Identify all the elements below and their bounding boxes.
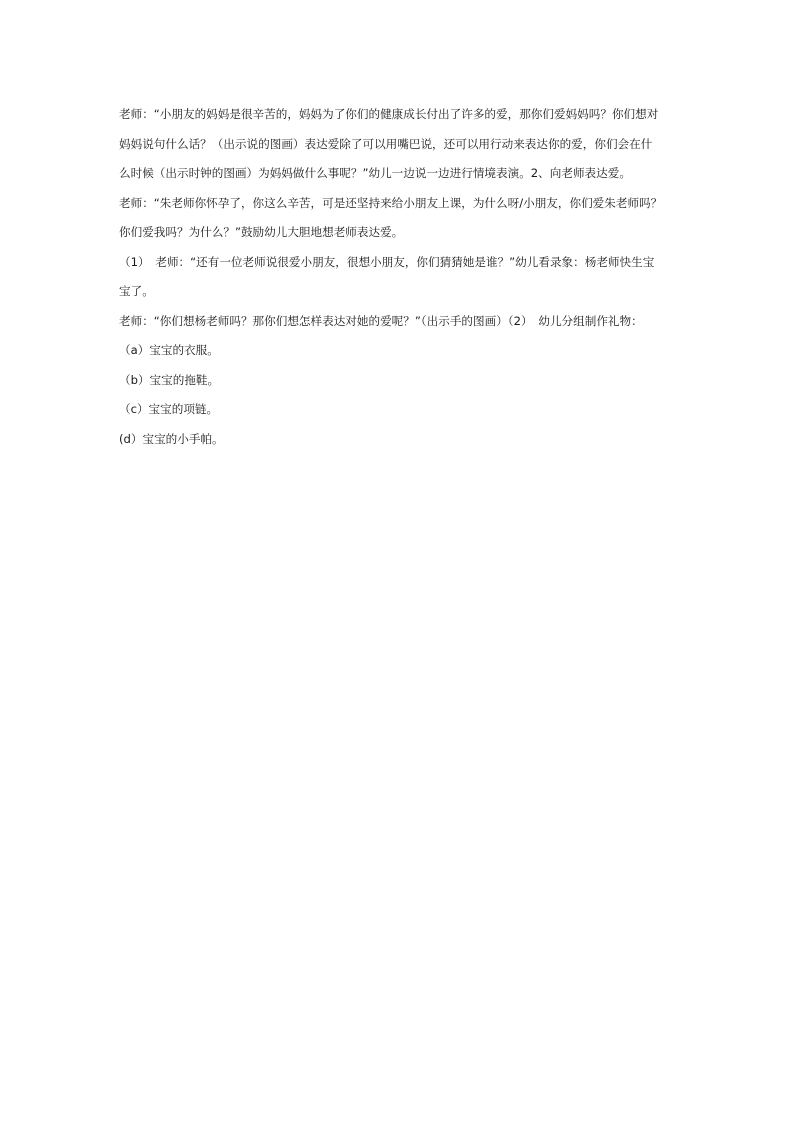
paragraph-line: 老师：“朱老师你怀孕了，你这么辛苦，可是还坚持来给小朋友上课，为什么呀/小朋友，你们爱朱老师吗？ xyxy=(119,195,663,210)
list-item: （c）宝宝的项链。 xyxy=(119,402,219,416)
document-body xyxy=(119,100,679,454)
list-item: （a）宝宝的衣服。 xyxy=(119,343,219,357)
list-item: （b）宝宝的拖鞋。 xyxy=(119,372,220,387)
paragraph-line: 妈妈说句什么话？（出示说的图画）表达爱除了可以用嘴巴说，还可以用行动来表达你的爱，你们会在什 xyxy=(119,136,653,151)
list-item: (d）宝宝的小手帕。 xyxy=(119,431,224,446)
paragraph-line: 宝了。 xyxy=(119,284,154,298)
paragraph-line: 你们爱我吗？为什么？”鼓励幼儿大胆地想老师表达爱。 xyxy=(119,225,404,239)
paragraph-line: 么时候（出示时钟的图画）为妈妈做什么事呢？”幼儿一边说一边进行情境表演。2、向老师表达爱。 xyxy=(119,166,631,180)
paragraph-line: 老师：“小朋友的妈妈是很辛苦的，妈妈为了你们的健康成长付出了许多的爱，那你们爱妈妈吗？你们想对 xyxy=(119,107,659,121)
paragraph-line: 老师：“你们想杨老师吗？那你们想怎样表达对她的爱呢？”（出示手的图画）（2） 幼儿分组制作礼物： xyxy=(119,313,643,328)
paragraph-line: （1） 老师：“还有一位老师说很爱小朋友，很想小朋友，你们猜猜她是谁？”幼儿看录象：杨老师快生宝 xyxy=(119,254,655,269)
